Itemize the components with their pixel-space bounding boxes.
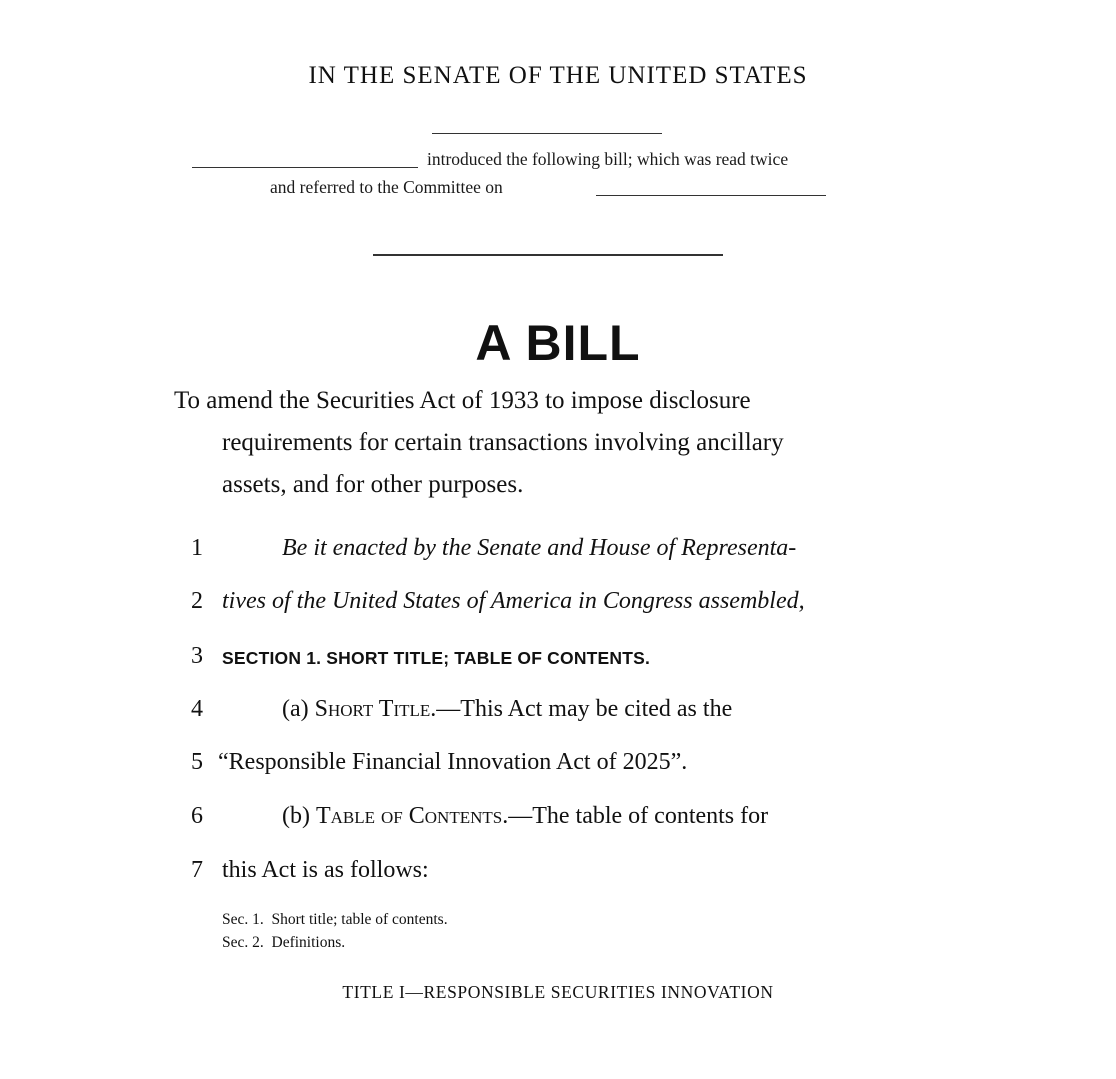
subsection-text: .—This Act may be cited as the (430, 696, 733, 722)
title-i-heading: TITLE I—RESPONSIBLE SECURITIES INNOVATION (342, 982, 774, 1002)
act-name-line: “Responsible Financial Innovation Act of 2025”. (218, 749, 688, 775)
purpose-line-1: To amend the Securities Act of 1933 to impose disclosure (174, 387, 751, 414)
short-title-line (282, 696, 732, 723)
subsection-caption: Short Title (314, 696, 431, 722)
subsection-caption: Table of Contents (315, 803, 503, 829)
toc-section-title: Short title; table of contents. (271, 911, 448, 928)
toc-intro-line: this Act is as follows: (222, 857, 429, 883)
section-1-heading: SECTION 1. SHORT TITLE; TABLE OF CONTENTS. (222, 648, 651, 668)
toc-entry (222, 911, 448, 929)
committee-blank-line (596, 195, 826, 196)
subsection-label: (b) (282, 803, 316, 829)
sponsor-blank-line (192, 167, 418, 168)
toc-section-number: Sec. 2. (222, 934, 264, 951)
line-number: 4 (191, 696, 203, 722)
enacting-clause-line-2: tives of the United States of America in Congress assembled, (222, 588, 805, 614)
bill-heading: A BILL (475, 315, 641, 371)
date-blank-line (432, 133, 662, 134)
subsection-label: (a) (282, 696, 315, 722)
purpose-line-2: requirements for certain transactions involving ancillary (222, 429, 784, 456)
line-number: 2 (191, 588, 203, 614)
enacting-clause-line-1: Be it enacted by the Senate and House of Representa- (282, 535, 797, 561)
table-of-contents-line (282, 803, 768, 830)
intro-line-2: and referred to the Committee on (270, 177, 503, 197)
chamber-heading: IN THE SENATE OF THE UNITED STATES (308, 62, 808, 89)
purpose-line-3: assets, and for other purposes. (222, 471, 524, 498)
intro-line-1: introduced the following bill; which was read twice (427, 149, 789, 169)
toc-section-title: Definitions. (271, 934, 346, 951)
line-number: 3 (191, 643, 203, 669)
line-number: 6 (191, 803, 203, 829)
header-divider (373, 254, 723, 256)
toc-entry (222, 934, 345, 952)
line-number: 5 (191, 749, 203, 775)
toc-section-number: Sec. 1. (222, 911, 264, 928)
line-number: 7 (191, 857, 203, 883)
line-number: 1 (191, 535, 203, 561)
subsection-text: .—The table of contents for (502, 803, 769, 829)
